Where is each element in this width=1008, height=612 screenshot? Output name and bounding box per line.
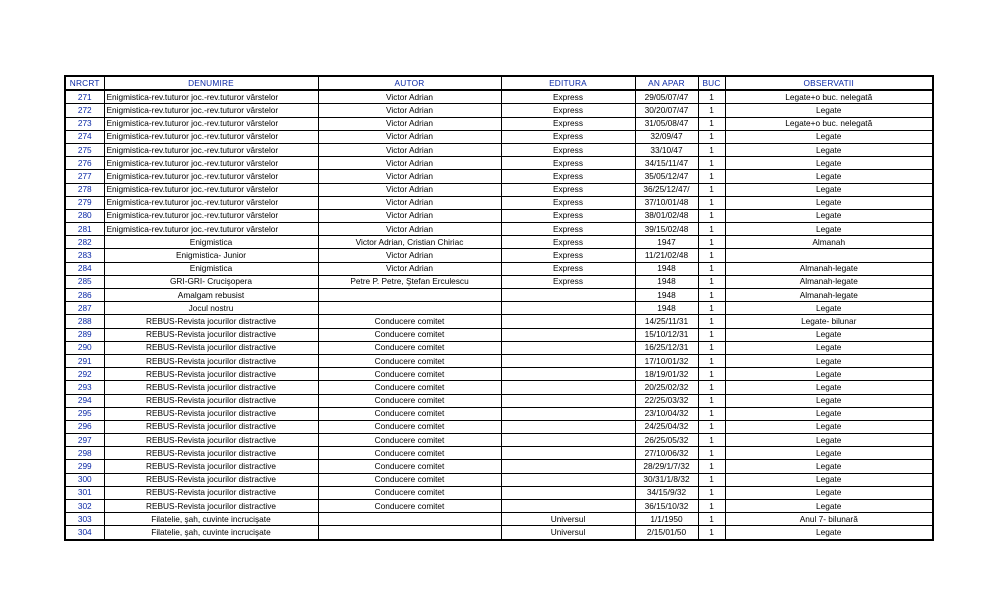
table-row	[65, 90, 933, 104]
cell-observatii: Legate	[725, 143, 933, 156]
cell-an-apar: 20/25/02/32	[635, 381, 698, 394]
cell-an-apar: 37/10/01/48	[635, 196, 698, 209]
header-buc: BUC	[698, 76, 725, 90]
cell-nrcrt: 299	[65, 460, 104, 473]
table-row	[65, 196, 933, 209]
cell-editura: Express	[501, 249, 635, 262]
cell-an-apar: 15/10/12/31	[635, 328, 698, 341]
cell-an-apar: 30/31/1/8/32	[635, 473, 698, 486]
cell-autor: Victor Adrian	[318, 157, 501, 170]
cell-observatii: Legate	[725, 473, 933, 486]
cell-autor: Victor Adrian	[318, 249, 501, 262]
table-row	[65, 117, 933, 130]
cell-nrcrt: 280	[65, 209, 104, 222]
cell-denumire: REBUS-Revista jocurilor distractive	[104, 460, 318, 473]
cell-buc: 1	[698, 170, 725, 183]
cell-buc: 1	[698, 500, 725, 513]
table-row	[65, 104, 933, 117]
cell-editura	[501, 328, 635, 341]
cell-nrcrt: 277	[65, 170, 104, 183]
cell-observatii	[725, 249, 933, 262]
cell-autor: Conducere comitet	[318, 381, 501, 394]
cell-observatii: Almanah	[725, 236, 933, 249]
cell-autor: Victor Adrian	[318, 130, 501, 143]
cell-editura	[501, 407, 635, 420]
cell-nrcrt: 292	[65, 368, 104, 381]
cell-an-apar: 27/10/06/32	[635, 447, 698, 460]
cell-denumire: Jocul nostru	[104, 302, 318, 315]
cell-autor: Victor Adrian	[318, 183, 501, 196]
cell-an-apar: 2/15/01/50	[635, 526, 698, 540]
cell-editura	[501, 341, 635, 354]
cell-an-apar: 17/10/01/32	[635, 354, 698, 367]
cell-denumire: Enigmistica-rev.tuturor joc.-rev.tuturor vârstelor	[104, 196, 318, 209]
cell-nrcrt: 294	[65, 394, 104, 407]
cell-an-apar: 1948	[635, 262, 698, 275]
header-an-apar: AN APAR	[635, 76, 698, 90]
cell-observatii: Legate	[725, 354, 933, 367]
cell-autor	[318, 513, 501, 526]
table-row	[65, 434, 933, 447]
cell-editura: Express	[501, 209, 635, 222]
catalog-table	[64, 75, 934, 541]
cell-editura: Express	[501, 196, 635, 209]
cell-observatii: Legate	[725, 434, 933, 447]
cell-autor: Victor Adrian	[318, 104, 501, 117]
cell-an-apar: 11/21/02/48	[635, 249, 698, 262]
cell-editura	[501, 302, 635, 315]
table-row	[65, 407, 933, 420]
cell-nrcrt: 283	[65, 249, 104, 262]
cell-denumire: Filatelie, şah, cuvinte incrucişate	[104, 526, 318, 540]
cell-editura: Express	[501, 104, 635, 117]
table-row	[65, 209, 933, 222]
cell-an-apar: 1947	[635, 236, 698, 249]
table-row	[65, 143, 933, 156]
cell-autor: Conducere comitet	[318, 486, 501, 499]
cell-autor: Conducere comitet	[318, 500, 501, 513]
cell-denumire: REBUS-Revista jocurilor distractive	[104, 328, 318, 341]
table-row	[65, 381, 933, 394]
cell-nrcrt: 288	[65, 315, 104, 328]
cell-buc: 1	[698, 447, 725, 460]
cell-autor: Conducere comitet	[318, 341, 501, 354]
cell-editura	[501, 420, 635, 433]
cell-denumire: REBUS-Revista jocurilor distractive	[104, 368, 318, 381]
cell-editura: Express	[501, 157, 635, 170]
table-row	[65, 394, 933, 407]
cell-denumire: Enigmistica-rev.tuturor joc.-rev.tuturor vârstelor	[104, 157, 318, 170]
table-row	[65, 513, 933, 526]
cell-autor: Conducere comitet	[318, 354, 501, 367]
cell-editura	[501, 434, 635, 447]
cell-editura: Express	[501, 170, 635, 183]
table-row	[65, 486, 933, 499]
cell-buc: 1	[698, 473, 725, 486]
cell-denumire: Filatelie, şah, cuvinte incrucişate	[104, 513, 318, 526]
cell-editura: Express	[501, 130, 635, 143]
cell-buc: 1	[698, 513, 725, 526]
cell-buc: 1	[698, 275, 725, 288]
cell-autor	[318, 302, 501, 315]
header-editura: EDITURA	[501, 76, 635, 90]
cell-autor: Conducere comitet	[318, 407, 501, 420]
cell-nrcrt: 300	[65, 473, 104, 486]
cell-autor	[318, 526, 501, 540]
cell-autor: Conducere comitet	[318, 473, 501, 486]
cell-editura	[501, 447, 635, 460]
table-row	[65, 526, 933, 540]
cell-nrcrt: 282	[65, 236, 104, 249]
cell-nrcrt: 276	[65, 157, 104, 170]
cell-observatii: Legate	[725, 420, 933, 433]
cell-denumire: Amalgam rebusist	[104, 289, 318, 302]
cell-editura	[501, 473, 635, 486]
cell-an-apar: 33/10/47	[635, 143, 698, 156]
cell-autor: Conducere comitet	[318, 447, 501, 460]
cell-observatii: Legate- bilunar	[725, 315, 933, 328]
cell-denumire: REBUS-Revista jocurilor distractive	[104, 500, 318, 513]
cell-autor: Conducere comitet	[318, 315, 501, 328]
cell-editura	[501, 460, 635, 473]
cell-observatii: Almanah-legate	[725, 275, 933, 288]
cell-autor: Victor Adrian	[318, 262, 501, 275]
cell-an-apar: 23/10/04/32	[635, 407, 698, 420]
cell-observatii: Legate	[725, 183, 933, 196]
table-row	[65, 262, 933, 275]
cell-buc: 1	[698, 236, 725, 249]
cell-observatii: Legate	[725, 170, 933, 183]
cell-nrcrt: 279	[65, 196, 104, 209]
cell-denumire: Enigmistica-rev.tuturor joc.-rev.tuturor vârstelor	[104, 223, 318, 236]
table-row	[65, 157, 933, 170]
table-row	[65, 302, 933, 315]
cell-editura: Universul	[501, 513, 635, 526]
cell-buc: 1	[698, 289, 725, 302]
table-row	[65, 447, 933, 460]
cell-autor: Conducere comitet	[318, 434, 501, 447]
cell-observatii: Legate	[725, 104, 933, 117]
table-row	[65, 328, 933, 341]
cell-observatii: Legate	[725, 223, 933, 236]
cell-autor: Victor Adrian	[318, 196, 501, 209]
cell-nrcrt: 301	[65, 486, 104, 499]
cell-denumire: Enigmistica-rev.tuturor joc.-rev.tuturor vârstelor	[104, 117, 318, 130]
cell-nrcrt: 271	[65, 90, 104, 104]
cell-an-apar: 24/25/04/32	[635, 420, 698, 433]
cell-editura: Express	[501, 183, 635, 196]
cell-editura	[501, 486, 635, 499]
cell-nrcrt: 287	[65, 302, 104, 315]
cell-observatii: Legate	[725, 209, 933, 222]
cell-observatii: Legate	[725, 526, 933, 540]
header-observatii: OBSERVATII	[725, 76, 933, 90]
cell-nrcrt: 302	[65, 500, 104, 513]
cell-nrcrt: 281	[65, 223, 104, 236]
cell-observatii: Legate	[725, 407, 933, 420]
cell-nrcrt: 293	[65, 381, 104, 394]
cell-autor: Conducere comitet	[318, 328, 501, 341]
cell-denumire: REBUS-Revista jocurilor distractive	[104, 354, 318, 367]
table-row	[65, 420, 933, 433]
cell-an-apar: 28/29/1/7/32	[635, 460, 698, 473]
cell-buc: 1	[698, 302, 725, 315]
cell-an-apar: 34/15/11/47	[635, 157, 698, 170]
cell-buc: 1	[698, 394, 725, 407]
cell-observatii: Legate	[725, 381, 933, 394]
cell-an-apar: 30/20/07/47	[635, 104, 698, 117]
header-autor: AUTOR	[318, 76, 501, 90]
cell-buc: 1	[698, 486, 725, 499]
cell-denumire: GRI-GRI- Crucişopera	[104, 275, 318, 288]
cell-buc: 1	[698, 104, 725, 117]
cell-an-apar: 29/05/07/47	[635, 90, 698, 104]
cell-observatii: Legate+o buc. nelegată	[725, 117, 933, 130]
cell-editura: Express	[501, 223, 635, 236]
cell-nrcrt: 284	[65, 262, 104, 275]
cell-autor: Conducere comitet	[318, 368, 501, 381]
cell-buc: 1	[698, 143, 725, 156]
cell-autor: Victor Adrian	[318, 223, 501, 236]
cell-nrcrt: 274	[65, 130, 104, 143]
cell-observatii: Legate	[725, 157, 933, 170]
cell-buc: 1	[698, 130, 725, 143]
cell-buc: 1	[698, 328, 725, 341]
cell-nrcrt: 273	[65, 117, 104, 130]
cell-buc: 1	[698, 90, 725, 104]
cell-observatii: Almanah-legate	[725, 289, 933, 302]
cell-buc: 1	[698, 196, 725, 209]
cell-editura: Universul	[501, 526, 635, 540]
table-row	[65, 354, 933, 367]
cell-denumire: REBUS-Revista jocurilor distractive	[104, 473, 318, 486]
cell-nrcrt: 286	[65, 289, 104, 302]
cell-buc: 1	[698, 381, 725, 394]
cell-observatii: Legate	[725, 500, 933, 513]
cell-denumire: Enigmistica	[104, 236, 318, 249]
cell-an-apar: 31/05/08/47	[635, 117, 698, 130]
cell-autor: Conducere comitet	[318, 420, 501, 433]
cell-denumire: Enigmistica-rev.tuturor joc.-rev.tuturor vârstelor	[104, 143, 318, 156]
cell-buc: 1	[698, 526, 725, 540]
cell-an-apar: 1948	[635, 275, 698, 288]
table-row	[65, 249, 933, 262]
cell-editura	[501, 368, 635, 381]
cell-buc: 1	[698, 262, 725, 275]
cell-denumire: Enigmistica-rev.tuturor joc.-rev.tuturor vârstelor	[104, 183, 318, 196]
cell-denumire: REBUS-Revista jocurilor distractive	[104, 434, 318, 447]
cell-autor: Victor Adrian	[318, 170, 501, 183]
cell-buc: 1	[698, 223, 725, 236]
cell-denumire: Enigmistica-rev.tuturor joc.-rev.tuturor vârstelor	[104, 170, 318, 183]
cell-nrcrt: 297	[65, 434, 104, 447]
cell-editura	[501, 315, 635, 328]
table-row	[65, 289, 933, 302]
table-row	[65, 170, 933, 183]
header-nrcrt: NRCRT	[65, 76, 104, 90]
table-row	[65, 130, 933, 143]
cell-observatii: Legate	[725, 460, 933, 473]
cell-nrcrt: 296	[65, 420, 104, 433]
table-row	[65, 236, 933, 249]
header-denumire: DENUMIRE	[104, 76, 318, 90]
cell-an-apar: 1948	[635, 302, 698, 315]
cell-observatii: Legate	[725, 368, 933, 381]
cell-observatii: Legate	[725, 394, 933, 407]
cell-buc: 1	[698, 315, 725, 328]
cell-editura: Express	[501, 236, 635, 249]
cell-nrcrt: 304	[65, 526, 104, 540]
table-row	[65, 341, 933, 354]
cell-nrcrt: 289	[65, 328, 104, 341]
cell-buc: 1	[698, 183, 725, 196]
cell-an-apar: 34/15/9/32	[635, 486, 698, 499]
cell-autor: Conducere comitet	[318, 460, 501, 473]
cell-observatii: Legate	[725, 328, 933, 341]
cell-editura	[501, 381, 635, 394]
cell-autor: Victor Adrian	[318, 143, 501, 156]
cell-nrcrt: 291	[65, 354, 104, 367]
cell-an-apar: 26/25/05/32	[635, 434, 698, 447]
cell-nrcrt: 285	[65, 275, 104, 288]
table-body	[65, 90, 933, 539]
header-row	[65, 76, 933, 90]
cell-editura	[501, 289, 635, 302]
cell-nrcrt: 278	[65, 183, 104, 196]
cell-an-apar: 1/1/1950	[635, 513, 698, 526]
cell-editura: Express	[501, 90, 635, 104]
cell-denumire: REBUS-Revista jocurilor distractive	[104, 341, 318, 354]
cell-denumire: REBUS-Revista jocurilor distractive	[104, 420, 318, 433]
cell-an-apar: 38/01/02/48	[635, 209, 698, 222]
cell-editura: Express	[501, 275, 635, 288]
cell-nrcrt: 275	[65, 143, 104, 156]
cell-denumire: REBUS-Revista jocurilor distractive	[104, 315, 318, 328]
cell-denumire: REBUS-Revista jocurilor distractive	[104, 486, 318, 499]
cell-editura	[501, 394, 635, 407]
cell-buc: 1	[698, 434, 725, 447]
cell-buc: 1	[698, 341, 725, 354]
cell-editura	[501, 500, 635, 513]
cell-observatii: Legate	[725, 486, 933, 499]
cell-observatii: Legate+o buc. nelegată	[725, 90, 933, 104]
cell-observatii: Legate	[725, 302, 933, 315]
cell-buc: 1	[698, 368, 725, 381]
cell-an-apar: 22/25/03/32	[635, 394, 698, 407]
cell-denumire: REBUS-Revista jocurilor distractive	[104, 394, 318, 407]
table-row	[65, 473, 933, 486]
cell-buc: 1	[698, 420, 725, 433]
cell-an-apar: 36/25/12/47/	[635, 183, 698, 196]
cell-autor: Victor Adrian, Cristian Chiriac	[318, 236, 501, 249]
cell-autor: Victor Adrian	[318, 209, 501, 222]
table-row	[65, 223, 933, 236]
cell-observatii: Legate	[725, 196, 933, 209]
cell-an-apar: 18/19/01/32	[635, 368, 698, 381]
cell-an-apar: 14/25/11/31	[635, 315, 698, 328]
cell-editura: Express	[501, 143, 635, 156]
cell-nrcrt: 303	[65, 513, 104, 526]
cell-editura: Express	[501, 262, 635, 275]
cell-denumire: REBUS-Revista jocurilor distractive	[104, 381, 318, 394]
cell-buc: 1	[698, 117, 725, 130]
cell-an-apar: 39/15/02/48	[635, 223, 698, 236]
cell-autor: Petre P. Petre, Ştefan Erculescu	[318, 275, 501, 288]
cell-buc: 1	[698, 407, 725, 420]
cell-observatii: Anul 7- bilunară	[725, 513, 933, 526]
cell-denumire: REBUS-Revista jocurilor distractive	[104, 407, 318, 420]
cell-nrcrt: 272	[65, 104, 104, 117]
table-row	[65, 315, 933, 328]
cell-denumire: Enigmistica- Junior	[104, 249, 318, 262]
cell-autor	[318, 289, 501, 302]
cell-denumire: Enigmistica-rev.tuturor joc.-rev.tuturor vârstelor	[104, 130, 318, 143]
cell-nrcrt: 298	[65, 447, 104, 460]
cell-nrcrt: 295	[65, 407, 104, 420]
cell-autor: Victor Adrian	[318, 90, 501, 104]
cell-an-apar: 1948	[635, 289, 698, 302]
cell-buc: 1	[698, 249, 725, 262]
table-row	[65, 368, 933, 381]
cell-buc: 1	[698, 157, 725, 170]
cell-observatii: Legate	[725, 341, 933, 354]
cell-an-apar: 32/09/47	[635, 130, 698, 143]
table-row	[65, 275, 933, 288]
cell-autor: Victor Adrian	[318, 117, 501, 130]
cell-an-apar: 36/15/10/32	[635, 500, 698, 513]
cell-buc: 1	[698, 209, 725, 222]
cell-denumire: REBUS-Revista jocurilor distractive	[104, 447, 318, 460]
cell-editura	[501, 354, 635, 367]
cell-buc: 1	[698, 460, 725, 473]
cell-observatii: Legate	[725, 447, 933, 460]
cell-denumire: Enigmistica-rev.tuturor joc.-rev.tuturor vârstelor	[104, 90, 318, 104]
cell-an-apar: 16/25/12/31	[635, 341, 698, 354]
table-row	[65, 460, 933, 473]
catalog-sheet	[64, 75, 934, 541]
cell-an-apar: 35/05/12/47	[635, 170, 698, 183]
cell-denumire: Enigmistica-rev.tuturor joc.-rev.tuturor vârstelor	[104, 104, 318, 117]
cell-observatii: Legate	[725, 130, 933, 143]
cell-nrcrt: 290	[65, 341, 104, 354]
table-row	[65, 183, 933, 196]
cell-denumire: Enigmistica	[104, 262, 318, 275]
table-row	[65, 500, 933, 513]
cell-denumire: Enigmistica-rev.tuturor joc.-rev.tuturor vârstelor	[104, 209, 318, 222]
cell-observatii: Almanah-legate	[725, 262, 933, 275]
cell-editura: Express	[501, 117, 635, 130]
cell-autor: Conducere comitet	[318, 394, 501, 407]
cell-buc: 1	[698, 354, 725, 367]
